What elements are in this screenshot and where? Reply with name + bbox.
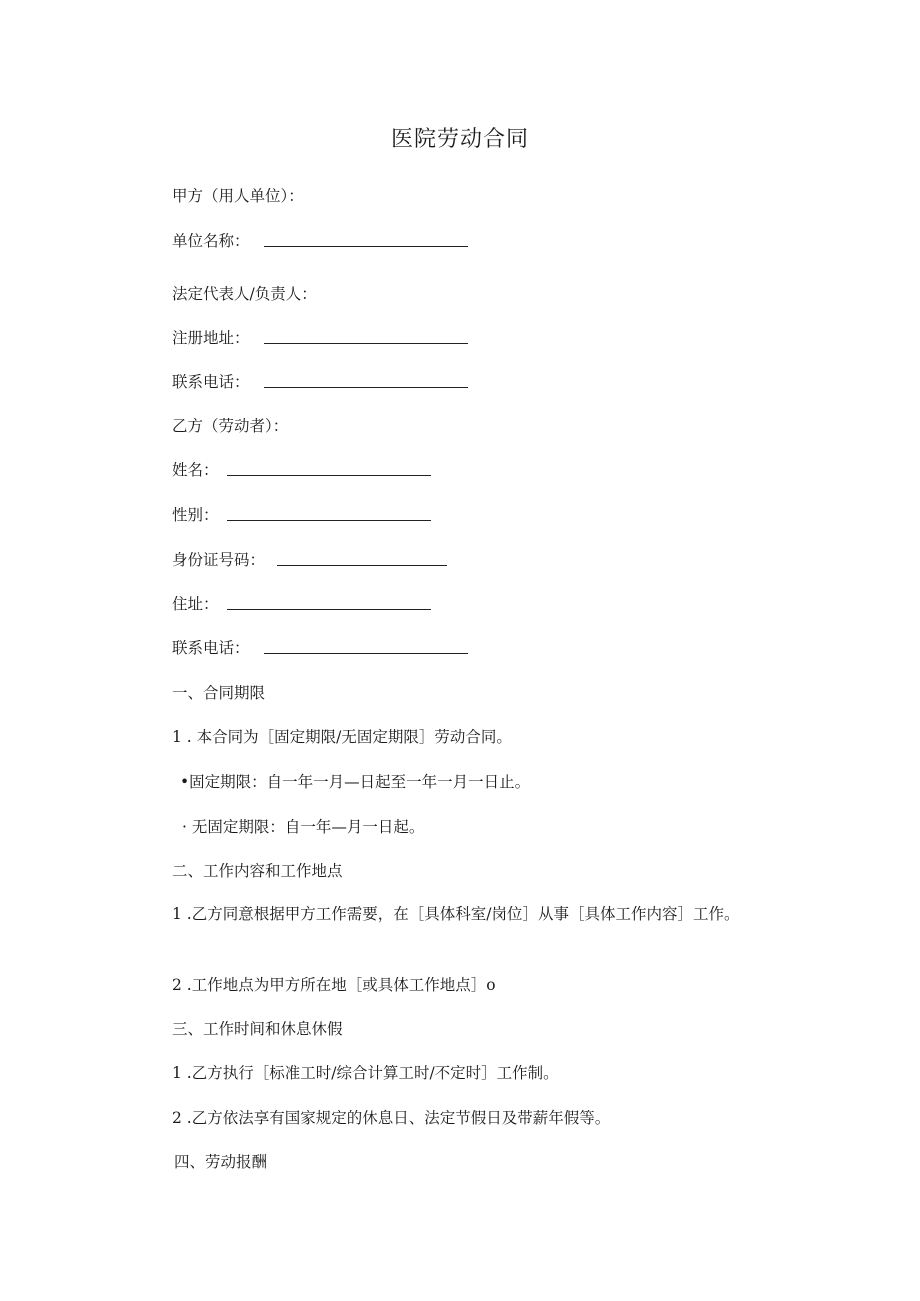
party-b-phone-field [172,636,468,658]
gender-blank [227,519,431,521]
gender-field [172,503,431,525]
id-number-label: 身份证号码： [172,551,266,569]
document-title: 医院劳动合同 [390,127,529,152]
party-b-phone-label: 联系电话： [172,639,250,657]
section-2-item-2: 2 .工作地点为甲方所在地［或具体工作地点］o [172,976,496,994]
reg-address-field [172,326,468,348]
unit-name-field [172,229,468,251]
section-1-fixed-term: •固定期限：自一年一月—日起至一年一月一日止。 [180,773,531,791]
party-a-phone-blank [264,386,468,388]
legal-rep-label: 法定代表人/负责人： [172,285,317,303]
party-b-heading: 乙方（劳动者）： [172,417,289,435]
section-4-heading: 四、劳动报酬 [174,1153,268,1171]
reg-address-blank [264,342,468,344]
section-3-item-2: 2 .乙方依法享有国家规定的休息日、法定节假日及带薪年假等。 [172,1109,611,1127]
address-field [172,592,431,614]
section-1-item-1: 1 . 本合同为［固定期限/无固定期限］劳动合同。 [172,728,512,746]
party-a-phone-field [172,370,468,392]
address-label: 住址： [172,595,219,613]
address-blank [227,608,431,610]
party-a-phone-label: 联系电话： [172,373,250,391]
id-number-field [172,548,447,570]
name-blank [227,474,431,476]
unit-name-blank [264,245,468,247]
section-1-open-term: · 无固定期限：自一年—月一日起。 [182,818,425,836]
gender-label: 性别： [172,506,219,524]
section-3-item-1: 1 .乙方执行［标准工时/综合计算工时/不定时］工作制。 [172,1064,559,1082]
name-label: 姓名： [172,461,219,479]
name-field [172,458,431,480]
section-3-heading: 三、工作时间和休息休假 [172,1020,343,1038]
section-2-heading: 二、工作内容和工作地点 [172,862,343,880]
unit-name-label: 单位名称： [172,232,250,250]
id-number-blank [277,564,447,566]
reg-address-label: 注册地址： [172,329,250,347]
section-1-heading: 一、合同期限 [172,684,266,702]
section-2-item-1: 1 .乙方同意根据甲方工作需要，在［具体科室/岗位］从事［具体工作内容］工作。 [172,905,740,923]
legal-rep-field [172,282,317,304]
party-a-heading: 甲方（用人单位）： [172,187,304,205]
party-b-phone-blank [264,652,468,654]
